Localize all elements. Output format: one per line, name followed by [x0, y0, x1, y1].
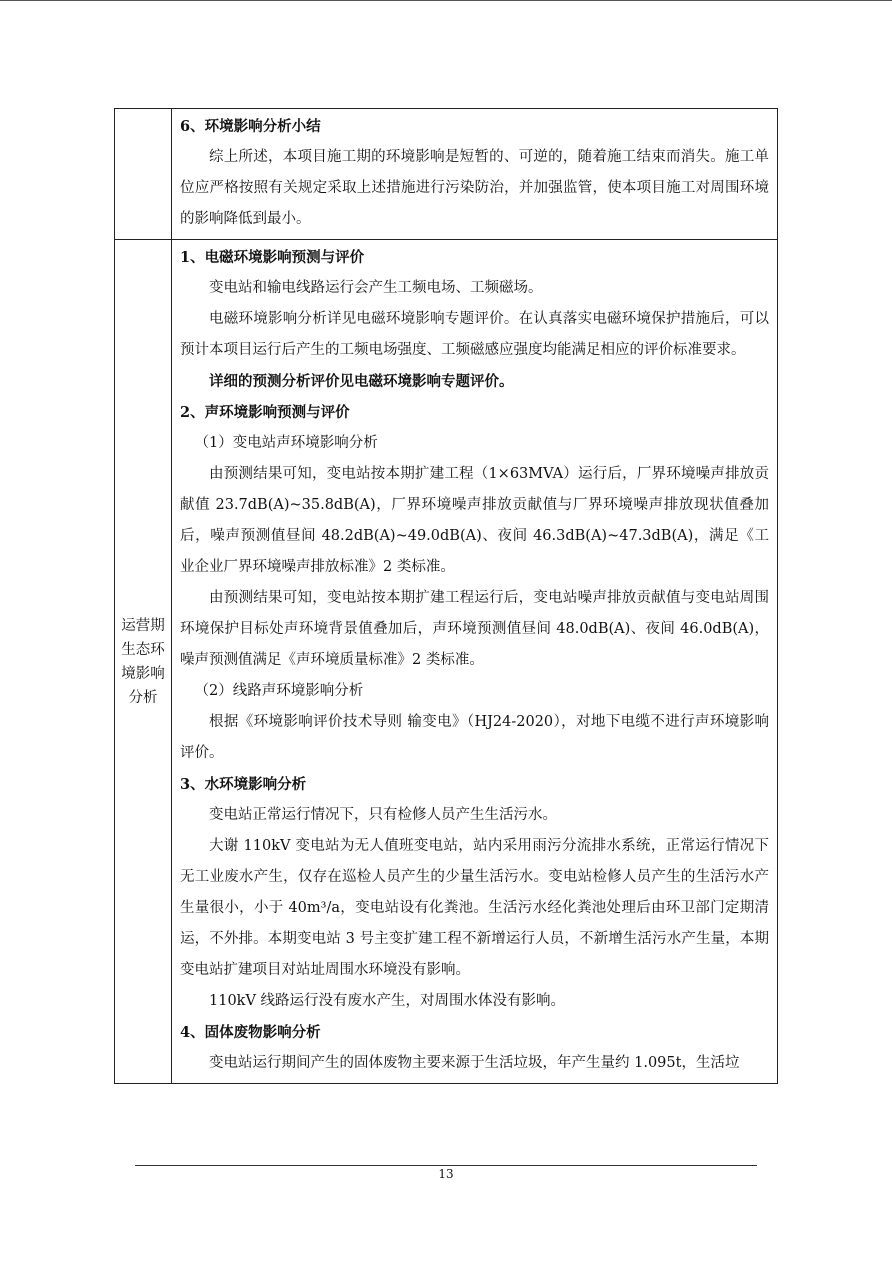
- page-top-border: [0, 0, 892, 1]
- page-number: 13: [438, 1167, 454, 1181]
- table-row-operation: [115, 240, 778, 1084]
- sub-heading: （1）变电站声环境影响分析: [194, 435, 378, 451]
- section1-text: [172, 109, 777, 239]
- section2-text: [172, 240, 777, 1083]
- section-heading: 3、水环境影响分析: [180, 776, 307, 793]
- row-label-cell: [115, 240, 172, 1084]
- paragraph: 变电站运行期间产生的固体废物主要来源于生活垃圾，年产生量约 1.095t，生活垃: [209, 1055, 740, 1071]
- paragraph: 综上所述，本项目施工期的环境影响是短暂的、可逆的，随着施工结束而消失。施工单位应严格按照有关规定采取上述措施进行污染防治，并加强监管，使本项目施工对周围环境的影响降低到最小。: [180, 149, 769, 227]
- paragraph: 变电站和输电线路运行会产生工频电场、工频磁场。: [209, 280, 543, 296]
- section-content-construction: [172, 109, 778, 240]
- paragraph: 110kV 线路运行没有废水产生，对周围水体没有影响。: [209, 993, 566, 1009]
- footer-divider: [135, 1165, 757, 1166]
- assessment-table: [114, 108, 778, 1084]
- section-heading: 1、电磁环境影响预测与评价: [180, 249, 365, 266]
- sub-heading: （2）线路声环境影响分析: [194, 683, 364, 699]
- paragraph: 电磁环境影响分析详见电磁环境影响专题评价。在认真落实电磁环境保护措施后，可以预计本项目运行后产生的工频电场强度、工频磁感应强度均能满足相应的评价标准要求。: [180, 311, 769, 358]
- bold-paragraph: 详细的预测分析评价见电磁环境影响专题评价。: [209, 373, 514, 390]
- paragraph: 根据《环境影响评价技术导则 输变电》（HJ24-2020），对地下电缆不进行声环境影响评价。: [180, 714, 769, 761]
- table-row-construction-summary: [115, 109, 778, 240]
- section-heading: 4、固体废物影响分析: [180, 1024, 321, 1041]
- paragraph: 由预测结果可知，变电站按本期扩建工程（1×63MVA）运行后，厂界环境噪声排放贡献值 23.7dB(A)~35.8dB(A)，厂界环境噪声排放贡献值与厂界环境噪声排放现状值叠加后，噪声预测值昼间 48.2dB(A)~49.0dB(A)、夜间 46.3dB(A)~47.3dB(A)，满足《工业企业厂界环境噪声排放标准》2 类标准。: [180, 466, 769, 575]
- paragraph: 由预测结果可知，变电站按本期扩建工程运行后，变电站噪声排放贡献值与变电站周围环境保护目标处声环境背景值叠加后，声环境预测值昼间 48.0dB(A)、夜间 46.0dB(A)，噪声预测值满足《声环境质量标准》2 类标准。: [180, 590, 769, 668]
- section-heading: 2、声环境影响预测与评价: [180, 404, 350, 421]
- row-label-cell: [115, 109, 172, 240]
- section-heading: 6、环境影响分析小结: [180, 118, 321, 135]
- section-content-operation: [172, 240, 778, 1084]
- paragraph: 变电站正常运行情况下，只有检修人员产生生活污水。: [209, 807, 557, 823]
- paragraph: 大谢 110kV 变电站为无人值班变电站，站内采用雨污分流排水系统，正常运行情况下无工业废水产生，仅存在巡检人员产生的少量生活污水。变电站检修人员产生的生活污水产生量很小，小于 40m³/a，变电站设有化粪池。生活污水经化粪池处理后由环卫部门定期清运，不外排。本期变电站 3 号主变扩建工程不新增运行人员，不新增生活污水产生量，本期变电站扩建项目对站址周围水环境没有影响。: [180, 838, 769, 978]
- operation-period-label: 运营期生态环境影响分析: [121, 617, 165, 706]
